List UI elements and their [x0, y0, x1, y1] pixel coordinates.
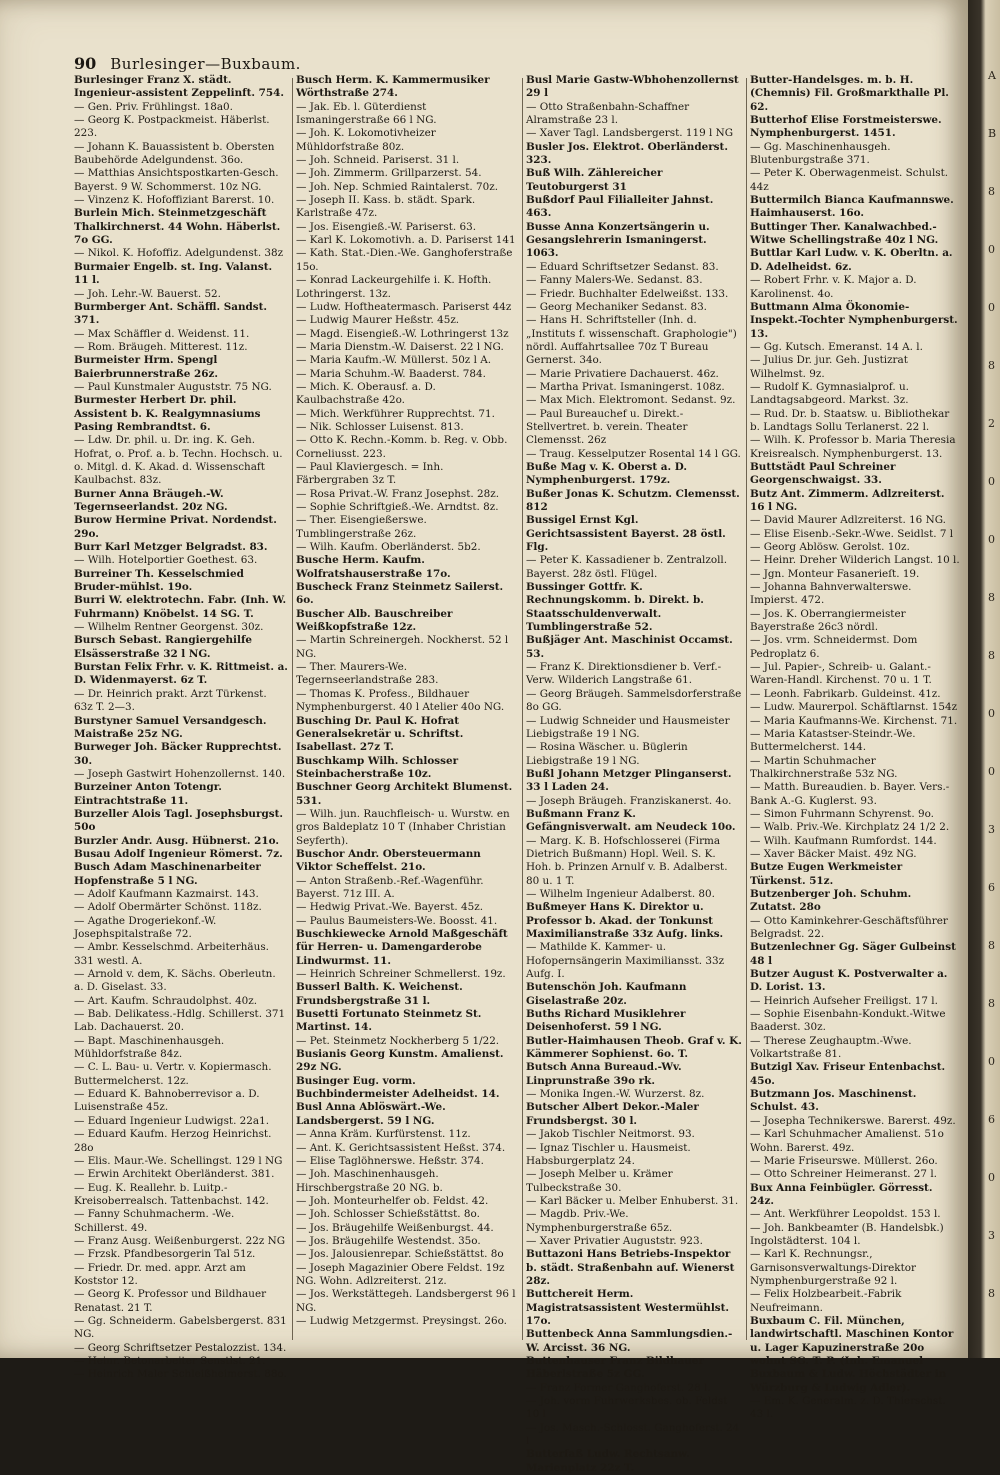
directory-entry: — Wilhelm Rentner Georgenst. 30z. [74, 621, 264, 634]
directory-entry: — Elise Eisenb.-Sekr.-Wwe. Seidlst. 7 l [750, 527, 954, 540]
directory-entry: Burweger Joh. Bäcker Rupprechtst. 30. [74, 741, 286, 767]
edge-letter: B [988, 127, 997, 140]
directory-entry: Bußer Jonas K. Schutzm. Clemensst. 812 [526, 487, 744, 513]
edge-letter: 3 [988, 823, 995, 836]
directory-entry: — Martin Schreinergeh. Nockherst. 52 l NG. [296, 634, 512, 660]
directory-entry: — Paulus Baumeisters-We. Boosst. 41. [296, 914, 498, 927]
directory-entry: Butterhof Elise Forstmeisterswe. Nymphenburgerst. 1451. [750, 114, 946, 140]
directory-entry: — Matth. Bureaudien. b. Bayer. Vers.-Bank A.-G. Kuglerst. 93. [750, 781, 950, 807]
directory-entry: Butzer August K. Postverwalter a. D. Lorist. 13. [750, 968, 952, 994]
directory-entry: — Jakob Tischler Neitmorst. 93. [526, 1128, 695, 1141]
directory-entry: — Franz Former Ganghoferst. 28 l. [526, 1381, 711, 1394]
directory-entry: Bußjäger Ant. Maschinist Occamst. 53. [526, 634, 737, 660]
directory-entry: — Otto K. Rechn.-Komm. b. Reg. v. Obb. Corneliusst. 223. [296, 434, 511, 460]
edge-letter: 0 [988, 475, 995, 488]
directory-entry: — Georg K. Postpackmeist. Häberlst. 223. [74, 114, 273, 140]
directory-entry: — Joseph Melber u. Krämer Tulbeckstraße 30. [526, 1168, 676, 1194]
directory-entry: — Anton Straßenb.-Ref.-Wagenführ. Bayerst. 71z III. A. [296, 874, 487, 900]
directory-entry: Busl Marie Gastw-Wbhohenzollernst 29 l [526, 74, 743, 100]
directory-entry: — Ludwig Schneider und Hausmeister Liebigstraße 19 l NG. [526, 714, 733, 740]
column-1 [74, 74, 292, 1381]
directory-entry: Busler Jos. Elektrot. Oberländerst. 323. [526, 140, 732, 167]
directory-entry: — Joh. Monteurhelfer ob. Feldst. 42. [296, 1194, 489, 1207]
directory-entry: — Elis. Maur.-We. Schellingst. 129 l NG [74, 1154, 283, 1167]
edge-letter: 6 [988, 881, 995, 894]
directory-entry: Butz Ant. Zimmerm. Adlzreiterst. 16 l NG. [750, 487, 949, 513]
directory-entry: — Jak. Eb. l. Güterdienst Ismaningerstraße 66 l NG. [296, 100, 437, 127]
directory-entry: — Ludw. Hoftheatermasch. Pariserst 44z [296, 300, 512, 313]
directory-entry: — Konrad Lackeurgehilfe i. K. Hofth. Lothringerst. 13z. [296, 274, 495, 300]
directory-entry: Butzenberger Joh. Schuhm. Zutatst. 28o [750, 887, 915, 914]
edge-letter: 2 [988, 417, 995, 430]
directory-entry: Burlein Mich. Steinmetzgeschäft Thalkirchnerst. 44 Wohn. Häberlst. 7o GG. [74, 207, 284, 247]
directory-entry: — Fanny Schuhmacherm. -We. Schillerst. 49. [74, 1208, 238, 1234]
directory-entry: — Jos. Bräugehilfe Westendst. 35o. [296, 1234, 481, 1247]
directory-entry: — Maria Kaufm.-W. Müllerst. 50z l A. [296, 354, 492, 367]
column-4 [750, 74, 962, 1421]
directory-entry: Busl Anna Ablöswärt.-We. Landsbergerst. 59 l NG. [296, 1101, 450, 1127]
directory-entry: — Fanny Malers-We. Sedanst. 83. [526, 274, 703, 287]
directory-entry: — Jos. Werkstättegeh. Landsbergerst 96 l NG. [296, 1288, 519, 1314]
directory-entry: — Joseph II. Kass. b. städt. Spark. Karlstraße 47z. [296, 194, 479, 220]
directory-entry: — C. L. Bau- u. Vertr. v. Kopiermasch. Buttermelcherst. 12z. [74, 1061, 275, 1087]
directory-entry: — Johanna Bahnverwalterswe. Impierst. 472. [750, 581, 915, 607]
directory-entry: — Adolf Obermärter Schönst. 118z. [74, 901, 262, 914]
directory-entry: — Maria Schuhm.-W. Baaderst. 784. [296, 367, 486, 380]
directory-entry: — Joh. Bankbeamter (B. Handelsbk.) Ingolstädterst. 104 l. [750, 1221, 947, 1247]
directory-entry: — Karl K. Rechnungsr., Garnisonsverwaltungs-Direktor Nymphenburgerstraße 92 l. [750, 1248, 920, 1287]
directory-entry: — Gg. Schneiderm. Gabelsbergerst. 831 NG. [74, 1314, 291, 1341]
directory-entry: — Johann K. Bauassistent b. Obersten Baubehörde Adelgundenst. 36o. [74, 140, 278, 167]
directory-entry: — Jos. vrm. Schneidermst. Dom Pedroplatz 6. [750, 634, 921, 660]
edge-letter: A [988, 69, 996, 82]
directory-entry: Businger Eug. vorm. Buchbindermeister Adelheidst. 14. [296, 1074, 500, 1101]
directory-entry: Buß Wilh. Zählereicher Teutoburgerst 31 [526, 167, 667, 193]
directory-entry: — Bab. Delikatess.-Hdlg. Schillerst. 371 Lab. Dachauerst. 20. [74, 1008, 289, 1034]
directory-entry: Burzeiner Anton Totengr. Eintrachtstraße 11. [74, 781, 226, 807]
directory-entry: — Wilh. Hotelportier Goethest. 63. [74, 554, 258, 567]
directory-entry: — Matthias Ansichtspostkarten-Gesch. Bayerst. 9 W. Schommerst. 10z NG. [74, 167, 282, 193]
directory-entry: Buttenhauser Franz Bildhauer Häberlstraße 5z GG. [526, 1355, 708, 1381]
directory-entry: — Joh. Nep. Schmied Raintalerst. 70z. [296, 180, 499, 193]
directory-entry: Bussinger Gottfr. K. Rechnungskomm. b. Direkt. b. Staatsschuldenverwalt. Tumblingerstraße 52. [526, 581, 708, 634]
directory-entry: — Joh. Schneid. Pariserst. 31 l. [296, 154, 460, 167]
directory-entry: — Ant. Werkführer Leopoldst. 153 l. [750, 1208, 941, 1221]
directory-entry: — Karl Bäcker u. Melber Enhuberst. 31. [526, 1194, 739, 1207]
edge-letter: 8 [988, 591, 995, 604]
column-divider [522, 78, 523, 1340]
directory-entry: — Xaver Tagl. Landsbergerst. 119 l NG [526, 127, 734, 140]
edge-letter: 0 [988, 243, 995, 256]
directory-entry: Buschkiewecke Arnold Maßgeschäft für Herren- u. Damengarderobe Lindwurmst. 11. [296, 928, 512, 967]
directory-entry: Butterfaß Ludw. Rechtsanw. Marienplatz 22z T. [526, 1448, 694, 1474]
edge-letter: 0 [988, 301, 995, 314]
directory-entry: — Joseph Gastwirt Hohenzollernst. 140. [74, 767, 286, 780]
directory-entry: — Rosa Privat.-W. Franz Josephst. 28z. [296, 487, 500, 500]
directory-entry: — Jos. K. Oberrangiermeister Bayerstraße 26c3 nördl. [750, 607, 909, 634]
directory-entry: Burzeller Alois Tagl. Josephsburgst. 50o [74, 807, 287, 834]
directory-entry: — Friedr. Buchhalter Edelweißst. 133. [526, 287, 729, 300]
directory-entry: — Max Mich. Elektromont. Sedanst. 9z. [526, 394, 736, 407]
edge-letter: 8 [988, 997, 995, 1010]
directory-entry: — Gen. Priv. Frühlingst. 18a0. [74, 100, 233, 113]
directory-entry: — Nikol. K. Hofoffiz. Adelgundenst. 38z [74, 247, 284, 260]
directory-entry: — Gg. Kutsch. Emeranst. 14 A. l. [750, 340, 923, 353]
directory-entry: — Ant. K. Gerichtsassistent Heßst. 374. [296, 1141, 506, 1154]
edge-letter: 8 [988, 649, 995, 662]
directory-entry: — Jul. Papier-, Schreib- u. Galant.-Waren-Handl. Kirchenst. 70 u. 1 T. [750, 661, 932, 687]
directory-entry: — Ludw. Maurerpol. Schäftlarnst. 154z [750, 701, 958, 714]
directory-entry: — Jos. Masch.-Schlosst. Ganghoferst. 24 l [526, 1421, 743, 1448]
directory-entry: — Monika Ingen.-W. Wurzerst. 8z. [526, 1088, 705, 1101]
directory-entry: Bussigel Ernst Kgl. Gerichtsassistent Bayerst. 28 östl. Flg. [526, 514, 730, 554]
directory-entry: Burstyner Samuel Versandgesch. Maistraße 25z NG. [74, 714, 271, 740]
directory-entry: — Joseph Bräugeh. Franziskanerst. 4o. [526, 794, 732, 807]
directory-entry: Buttenbeck Anna Sammlungsdien.-W. Arcisst. 36 NG. [526, 1328, 733, 1354]
directory-entry: Butler-Haimhausen Theob. Graf v. K. Kämmerer Sophienst. 6o. T. [526, 1034, 746, 1061]
directory-entry: Burstan Felix Frhr. v. K. Rittmeist. a. D. Widenmayerst. 6z T. [74, 661, 292, 687]
facing-page-edge [968, 0, 1000, 1358]
directory-entry: Butscher Albert Dekor.-Maler Frundsbergst. 30 l. [526, 1101, 703, 1127]
directory-entry: — Leonh. Fabrikarb. Guldeinst. 41z. [750, 687, 941, 700]
edge-letter: 8 [988, 185, 995, 198]
directory-entry: — Joh. Maschinenhausgeh. Hirschbergstraße 20 NG. b. [296, 1168, 443, 1194]
directory-entry: Buttlar Karl Ludw. v. K. Oberltn. a. D. Adelheidst. 6z. [750, 247, 957, 273]
directory-entry: — Wilh. Kaufm. Oberländerst. 5b2. [296, 541, 481, 554]
directory-entry: Burow Hermine Privat. Nordendst. 29o. [74, 514, 281, 540]
directory-entry: Buths Richard Musiklehrer Deisenhoferst. 59 l NG. [526, 1008, 690, 1034]
directory-entry: — Georg K. Professor und Bildhauer Renatast. 21 T. [74, 1288, 270, 1314]
directory-entry: — Robert Frhr. v. K. Major a. D. Karolinenst. 4o. [750, 274, 920, 300]
directory-entry: — Georg Ablösw. Gerolst. 10z. [750, 541, 910, 554]
directory-entry: Butenschön Joh. Kaufmann Giselastraße 20z. [526, 981, 691, 1007]
directory-entry: — Therese Zeughauptm.-Wwe. Volkartstraße 81. [750, 1034, 915, 1061]
directory-entry: — Eduard Schriftsetzer Sedanst. 83. [526, 260, 719, 273]
directory-entry: — Ther. Maurers-We. Tegernseerlandstraße 283. [296, 661, 439, 687]
directory-entry: — Erwin Architekt Oberländerst. 381. [74, 1168, 275, 1181]
directory-entry: — Heinrich Schreiner Schmellerst. 19z. [296, 968, 506, 981]
directory-entry: Buschor Andr. Obersteuermann Viktor Scheffelst. 21o. [296, 847, 485, 874]
directory-entry: — Heinrich Aufseher Freiligst. 17 l. [750, 994, 938, 1007]
edge-letter: 0 [988, 533, 995, 546]
directory-entry: Burmberger Ant. Schäffl. Sandst. 371. [74, 300, 271, 327]
directory-entry: — Frzsk. Pfandbesorgerin Tal 51z. [74, 1248, 256, 1261]
directory-entry: Burmester Herbert Dr. phil. Assistent b. K. Realgymnasiums Pasing Rembrandtst. 6. [74, 394, 265, 433]
directory-entry: — Eduard Kaufm. Herzog Heinrichst. 28o [74, 1128, 275, 1154]
directory-entry: — Maria Dienstm.-W. Daiserst. 22 l NG. [296, 340, 504, 353]
directory-entry: — Art. Kaufm. Schraudolphst. 40z. [74, 994, 258, 1007]
directory-entry: — Heinrich Maler Schleißheimerst. 88o. [74, 1368, 287, 1381]
edge-letter: 0 [988, 1055, 995, 1068]
directory-entry: — Georg Schriftsetzer Pestalozzist. 134. [74, 1341, 287, 1354]
directory-entry: Butzenlechner Gg. Säger Gulbeinst 48 l [750, 941, 960, 967]
directory-entry: — Mich. Werkführer Rupprechtst. 71. [296, 407, 495, 420]
directory-entry: — Rud. Dr. b. Staatsw. u. Bibliothekar b. Landtags Sollu Terlanerst. 22 l. [750, 407, 953, 433]
directory-entry: Burner Anna Bräugeh.-W. Tegernseerlandst. 20z NG. [74, 487, 228, 513]
directory-entry: — Xaver Privatier Auguststr. 923. [526, 1234, 703, 1247]
directory-entry: — Rudolf K. Gymnasialprof. u. Landtagsabgeord. Markst. 3z. [750, 380, 913, 407]
directory-entry: — Eug. K. Reallehr. b. Luitp.-Kreisoberrealsch. Tattenbachst. 142. [74, 1181, 269, 1207]
directory-entry: Busianis Georg Kunstm. Amalienst. 29z NG. [296, 1048, 508, 1074]
directory-entry: Bußl Johann Metzger Plinganserst. 33 l Laden 24. [526, 767, 736, 794]
directory-entry: Busse Anna Konzertsängerin u. Gesangslehrerin Ismaningerst. 1063. [526, 220, 714, 260]
directory-entry: — Magdb. Priv.-We. Nymphenburgerstraße 65z. [526, 1208, 673, 1234]
directory-entry: — Georg Bräugeh. Sammelsdorferstraße 8o GG. [526, 687, 745, 714]
directory-entry: Buschner Georg Architekt Blumenst. 531. [296, 781, 516, 807]
directory-entry: Buttinger Ther. Kanalwachbed.-Witwe Schellingstraße 40z l NG. [750, 220, 939, 247]
directory-entry: — Maria Katastser-Steindr.-We. Buttermelcherst. 144. [750, 727, 919, 754]
directory-entry: — Karl K. Lokomotivh. a. D. Pariserst 141 [296, 234, 516, 247]
directory-entry: Busching Dr. Paul K. Hofrat Generalsekretär u. Schriftst. Isabellast. 27z T. [296, 714, 467, 754]
directory-entry: Bußmeyer Hans K. Direktor u. Professor b. Akad. der Tonkunst Maximilianstraße 33z Aufg. links. [526, 901, 724, 940]
directory-entry: Busch Herm. K. Kammermusiker Wörthstraße 274. [296, 74, 494, 100]
directory-entry: — Marie Privatiere Dachauerst. 46z. [526, 367, 719, 380]
directory-entry: — Marg. K. B. Hofschlosserei (Firma Dietrich Bußmann) Hopl. Weil. S. K. Hoh. b. Prinzen Arnulf v. B. Adalberst. 80 u. 1 T. [526, 834, 731, 887]
directory-entry: — Mich. K. Oberausf. a. D. Kaulbachstraße 42o. [296, 380, 440, 407]
directory-entry: — Traug. Kesselputzer Rosental 14 l GG. [526, 447, 741, 460]
directory-entry: Bußmann Franz K. Gefängnisverwalt. am Neudeck 10o. [526, 807, 736, 834]
directory-entry: Buße Mag v. K. Oberst a. D. Nymphenburgerst. 179z. [526, 460, 691, 487]
directory-entry: — Joh. K. Lokomotivheizer Mühldorfstraße 80z. [296, 127, 440, 153]
directory-entry: — Arnold v. dem, K. Sächs. Oberleutn. a. D. Giselast. 33. [74, 968, 279, 994]
directory-entry: — Maria Kaufmanns-We. Kirchenst. 71. [750, 714, 958, 727]
directory-entry: — Peter K. Oberwagenmeist. Schulst. 44z [750, 167, 952, 193]
directory-entry: — Nik. Schlosser Luisenst. 813. [296, 420, 464, 433]
directory-entry: — Bapt. Maschinenhausgeh. Mühldorfstraße 84z. [74, 1034, 228, 1061]
directory-entry: Bursch Sebast. Rangiergehilfe Elsässerstraße 32 l NG. [74, 634, 256, 660]
directory-entry: — Martin Schuhmacher Thalkirchnerstraße 53z NG. [750, 754, 898, 780]
column-3 [526, 74, 746, 1474]
directory-entry: — Jos. Jalousienrepar. Schießstättst. 8o [296, 1248, 504, 1261]
directory-entry: Buttazoni Hans Betriebs-Inspektor b. städt. Straßenbahn auf. Wienerst 28z. [526, 1248, 739, 1287]
directory-entry: — Paul Bureauchef u. Direkt.-Stellvertret. b. verein. Theater Clemensst. 26z [526, 407, 691, 447]
edge-letter: 0 [988, 707, 995, 720]
directory-entry: — Simon Fuhrmann Schyrenst. 9o. [750, 807, 934, 820]
directory-entry: — Mathilde K. Kammer- u. Hofopernsängerin Maximiliansst. 33z Aufg. I. [526, 941, 728, 981]
directory-entry: — Paul Kunstmaler Auguststr. 75 NG. [74, 380, 272, 393]
directory-entry: — Rosina Wäscher. u. Büglerin Liebigstraße 19 l NG. [526, 741, 692, 767]
directory-entry: Busetti Fortunato Steinmetz St. Martinst. 14. [296, 1008, 486, 1034]
directory-entry: — Max Schäffler d. Weidenst. 11. [74, 327, 250, 340]
page-header [74, 54, 301, 73]
directory-entry: — Wilh. jun. Rauchfleisch- u. Wurstw. en gros Baldeplatz 10 T (Inhaber Christian Seyferth). [296, 807, 514, 847]
directory-entry: — Joh. vorm Fuhrwerksbes. ob. Feldst 10 l [526, 1395, 731, 1421]
directory-entry: — Ignaz Tischler u. Hausmeist. Habsburgerplatz 24. [526, 1141, 694, 1167]
directory-entry: — Gg. Maschinenhausgeh. Blutenburgstraße 371. [750, 140, 894, 167]
directory-entry: — Ludwig Maurer Heßstr. 45z. [296, 314, 460, 327]
directory-entry: — Magd. Eisengieß.-W. Lothringerst 13z [296, 327, 509, 340]
directory-entry: Bux Anna Feinbügler. Görresst. 24z. [750, 1181, 937, 1207]
directory-entry: Buschkamp Wilh. Schlosser Steinbacherstraße 10z. [296, 754, 462, 780]
directory-entry: — Felix Holzbearbeit.-Fabrik Neufreimann. [750, 1288, 905, 1314]
directory-entry: — Joh. Schlosser Schießstättst. 8o. [296, 1208, 480, 1221]
directory-entry: — Elise Taglöhnerswe. Heßstr. 374. [296, 1154, 484, 1167]
directory-entry: — Heinr. Dreher Wilderich Langst. 10 l. [750, 554, 960, 567]
directory-entry: — Xaver Bäcker Maist. 49z NG. [750, 847, 917, 860]
directory-entry: Burreiner Th. Kesselschmied Bruder-mühlst. 19o. [74, 567, 248, 594]
directory-entry: — Franz Ausg. Weißenburgerst. 22z NG [74, 1234, 285, 1247]
directory-entry: — Pet. Steinmetz Nockherberg 5 1/22. [296, 1034, 500, 1047]
directory-entry: — Franz K. Direktionsdiener b. Verf.-Verw. Wilderich Langstraße 61. [526, 661, 722, 687]
directory-entry: — Eduard Ingenieur Ludwigst. 22a1. [74, 1114, 270, 1127]
directory-entry: — Ldw. Dr. phil. u. Dr. ing. K. Geh. Hofrat, o. Prof. a. b. Techn. Hochsch. u. o. Mitgl. d. K. Akad. d. Wissenschaft Kaulbachst. 83z. [74, 434, 286, 487]
directory-entry: — Otto Kaminkehrer-Geschäftsführer Belgradst. 22. [750, 914, 952, 940]
directory-entry: — Friedr. Dr. med. appr. Arzt am Koststor 12. [74, 1261, 250, 1287]
directory-entry: — Vinzenz K. Hofoffiziant Barerst. 10. [74, 194, 275, 207]
directory-entry: Buttmann Alma Ökonomie-Inspekt.-Tochter Nymphenburgerst. 13. [750, 300, 962, 340]
directory-entry: Busche Herm. Kaufm. Wolfratshauserstraße 17o. [296, 554, 451, 580]
directory-entry: Buttermilch Bianca Kaufmannswe. Haimhauserst. 16o. [750, 194, 958, 220]
directory-entry: — Ludwig Metzgermst. Preysingst. 26o. [296, 1314, 507, 1327]
directory-entry: — Peter K. Kassadiener b. Zentralzoll. Bayerst. 28z östl. Flügel. [526, 554, 731, 580]
directory-entry: Buscher Alb. Bauschreiber Weißkopfstraße 12z. [296, 607, 457, 634]
directory-entry: — Joh. Lehr.-W. Bauerst. 52. [74, 287, 221, 300]
directory-entry: — Martha Privat. Ismaningerst. 108z. [526, 380, 725, 393]
directory-entry: Butze Eugen Werkmeister Türkenst. 51z. [750, 861, 906, 887]
directory-entry: — Wilh. K. Professor b. Maria Theresia Kreisrealsch. Nymphenburgerst. 13. [750, 434, 959, 460]
directory-entry: Bußdorf Paul Filialleiter Jahnst. 463. [526, 194, 717, 220]
directory-entry: Burmaier Engelb. st. Ing. Valanst. 11 l. [74, 260, 276, 287]
column-2 [296, 74, 518, 1344]
directory-entry: Buscheck Franz Steinmetz Sailerst. 6o. [296, 581, 507, 607]
directory-entry: — Dr. Heinrich prakt. Arzt Türkenst. 63z T. 2—3. [74, 687, 270, 714]
directory-entry: — Ther. Eisengießerswe. Tumblingerstraße 26z. [296, 514, 431, 540]
edge-letter: 8 [988, 939, 995, 952]
directory-entry: Burzler Andr. Ausg. Hübnerst. 21o. [74, 834, 279, 847]
directory-entry: — Joh. Zimmerm. Grillparzerst. 54. [296, 167, 482, 180]
directory-entry: — Julius Dr. jur. Geh. Justizrat Wilhelmst. 9z. [750, 354, 912, 380]
directory-entry: Butsch Anna Bureaud.-Wv. Linprunstraße 39o rk. [526, 1061, 686, 1087]
directory-entry: — Sophie Schriftgieß.-We. Arndtst. 8z. [296, 501, 499, 513]
directory-entry: — Walb. Priv.-We. Kirchplatz 24 1/2 2. [750, 821, 950, 834]
directory-entry: Busch Adam Maschinenarbeiter Hopfenstraße 5 l NG. [74, 861, 265, 887]
directory-entry: — Karl Schuhmacher Amalienst. 51o Wohn. Barerst. 49z. [750, 1128, 948, 1154]
directory-entry: — Agathe Drogeriekonf.-W. Josephspitalstraße 72. [74, 914, 220, 940]
column-divider [292, 78, 293, 1340]
directory-entry: Butzmann Jos. Maschinenst. Schulst. 43. [750, 1088, 920, 1114]
directory-entry: Burlesinger Franz X. städt. Ingenieur-assistent Zeppelinft. 754. [74, 74, 284, 100]
directory-entry: — David Maurer Adlzreiterst. 16 NG. [750, 514, 946, 527]
directory-entry: Buttchereit Herm. Magistratsassistent Westermühlst. 17o. [526, 1288, 733, 1327]
directory-entry: — Sophie Eisenbahn-Kondukt.-Witwe Baaderst. 30z. [750, 1008, 949, 1034]
edge-letter: 8 [988, 1287, 995, 1300]
directory-entry: Burr Karl Metzger Belgradst. 83. [74, 541, 268, 554]
page-range-title: Burlesinger—Buxbaum. [110, 55, 301, 73]
directory-entry: — Wilhelm Ingenieur Adalberst. 80. [526, 887, 715, 900]
edge-letter: 0 [988, 765, 995, 778]
directory-entry: Busserl Balth. K. Weichenst. Frundsbergstraße 31 l. [296, 981, 467, 1007]
directory-entry: — Otto Straßenbahn-Schaffner Alramstraße 23 l. [526, 100, 693, 127]
directory-entry: Burri W. elektrotechn. Fabr. (Inh. W. Fuhrmann) Knöbelst. 14 SG. T. [74, 594, 290, 620]
directory-entry: — Kath. Stat.-Dien.-We. Ganghoferstraße 15o. [296, 247, 516, 273]
edge-letter: 8 [988, 359, 995, 372]
directory-entry: — Joseph Magazinier Obere Feldst. 19z NG. Wohn. Adlzreiterst. 21z. [296, 1261, 508, 1287]
page-number: 90 [74, 54, 97, 73]
directory-entry: — Jos. Bräugehilfe Weißenburgst. 44. [296, 1221, 494, 1234]
directory-entry: — Marie Friseurswe. Müllerst. 26o. [750, 1154, 938, 1167]
directory-entry: — Jos. Eisengieß.-W. Pariserst. 63. [296, 220, 477, 233]
directory-entry: — Ambr. Kesselschmd. Arbeiterhäus. 331 westl. A. [74, 941, 273, 967]
directory-entry: Busau Adolf Ingenieur Römerst. 7z. [74, 847, 283, 860]
directory-entry: — Georg Mechaniker Sedanst. 83. [526, 300, 707, 313]
directory-entry: — Eduard K. Bahnoberrevisor a. D. Luisenstraße 45z. [74, 1088, 263, 1114]
edge-letter: 6 [988, 1113, 995, 1126]
directory-entry: — Jgn. Monteur Fasanerieſt. 19. [750, 567, 920, 580]
directory-entry: — Thomas K. Profess., Bildhauer Nymphenburgerst. 40 l Atelier 40o NG. [296, 687, 505, 714]
directory-entry: Burmeister Hrm. Spengl Baierbrunnerstraße 26z. [74, 354, 222, 380]
directory-entry: Butter-Handelsges. m. b. H. (Chemnis) Fil. Großmarkthalle Pl. 62. [750, 74, 953, 113]
directory-entry: — Paul Klaviergesch. = Inh. Färbergraben 3z T. [296, 460, 447, 487]
directory-entry: — Hans H. Schriftsteller (Inh. d. „Instituts f. wissenschaft. Graphologie") nördl. Auffahrtsallee 70z T Bureau Gernerst. 34o. [526, 314, 741, 367]
directory-entry: — Anna Kräm. Kurfürstenst. 11z. [296, 1128, 471, 1141]
directory-entry: Butzigl Xav. Friseur Entenbachst. 45o. [750, 1061, 949, 1087]
column-divider [746, 78, 747, 1340]
directory-entry: — Wilh. Kaufmann Rumfordst. 144. [750, 834, 937, 847]
directory-entry: — Josepha Technikerswe. Barerst. 49z. [750, 1114, 956, 1127]
edge-letter: 0 [988, 1171, 995, 1184]
directory-entry: Buxbaum C. Fil. München, landwirtschaftl. Maschinen Kontor u. Lager Kapuzinerstraße 20o wohnt SG. T. P. (Inh. Emanuel Buxbaum & Ludw. Höchstädter in Würzburg & Ludwig Adler). [750, 1314, 957, 1394]
directory-entry: — Otto Schreiner Heimeranst. 27 l. [750, 1168, 937, 1181]
edge-letter: 3 [988, 1229, 995, 1242]
directory-entry: — Heinr. Betonarbeiter Senstlst. 21. [74, 1355, 266, 1367]
directory-entry: Buttstädt Paul Schreiner Georgenschwaigst. 33. [750, 460, 900, 487]
directory-entry: — Hedwig Privat.-We. Bayerst. 45z. [296, 901, 484, 914]
directory-entry: — Rom. Bräugeh. Mitterest. 11z. [74, 340, 248, 353]
directory-entry: — Em. K. Generalm. z. D. Thierschst. 43 l. [750, 1395, 950, 1421]
directory-entry: — Adolf Kaufmann Kazmairst. 143. [74, 887, 259, 900]
